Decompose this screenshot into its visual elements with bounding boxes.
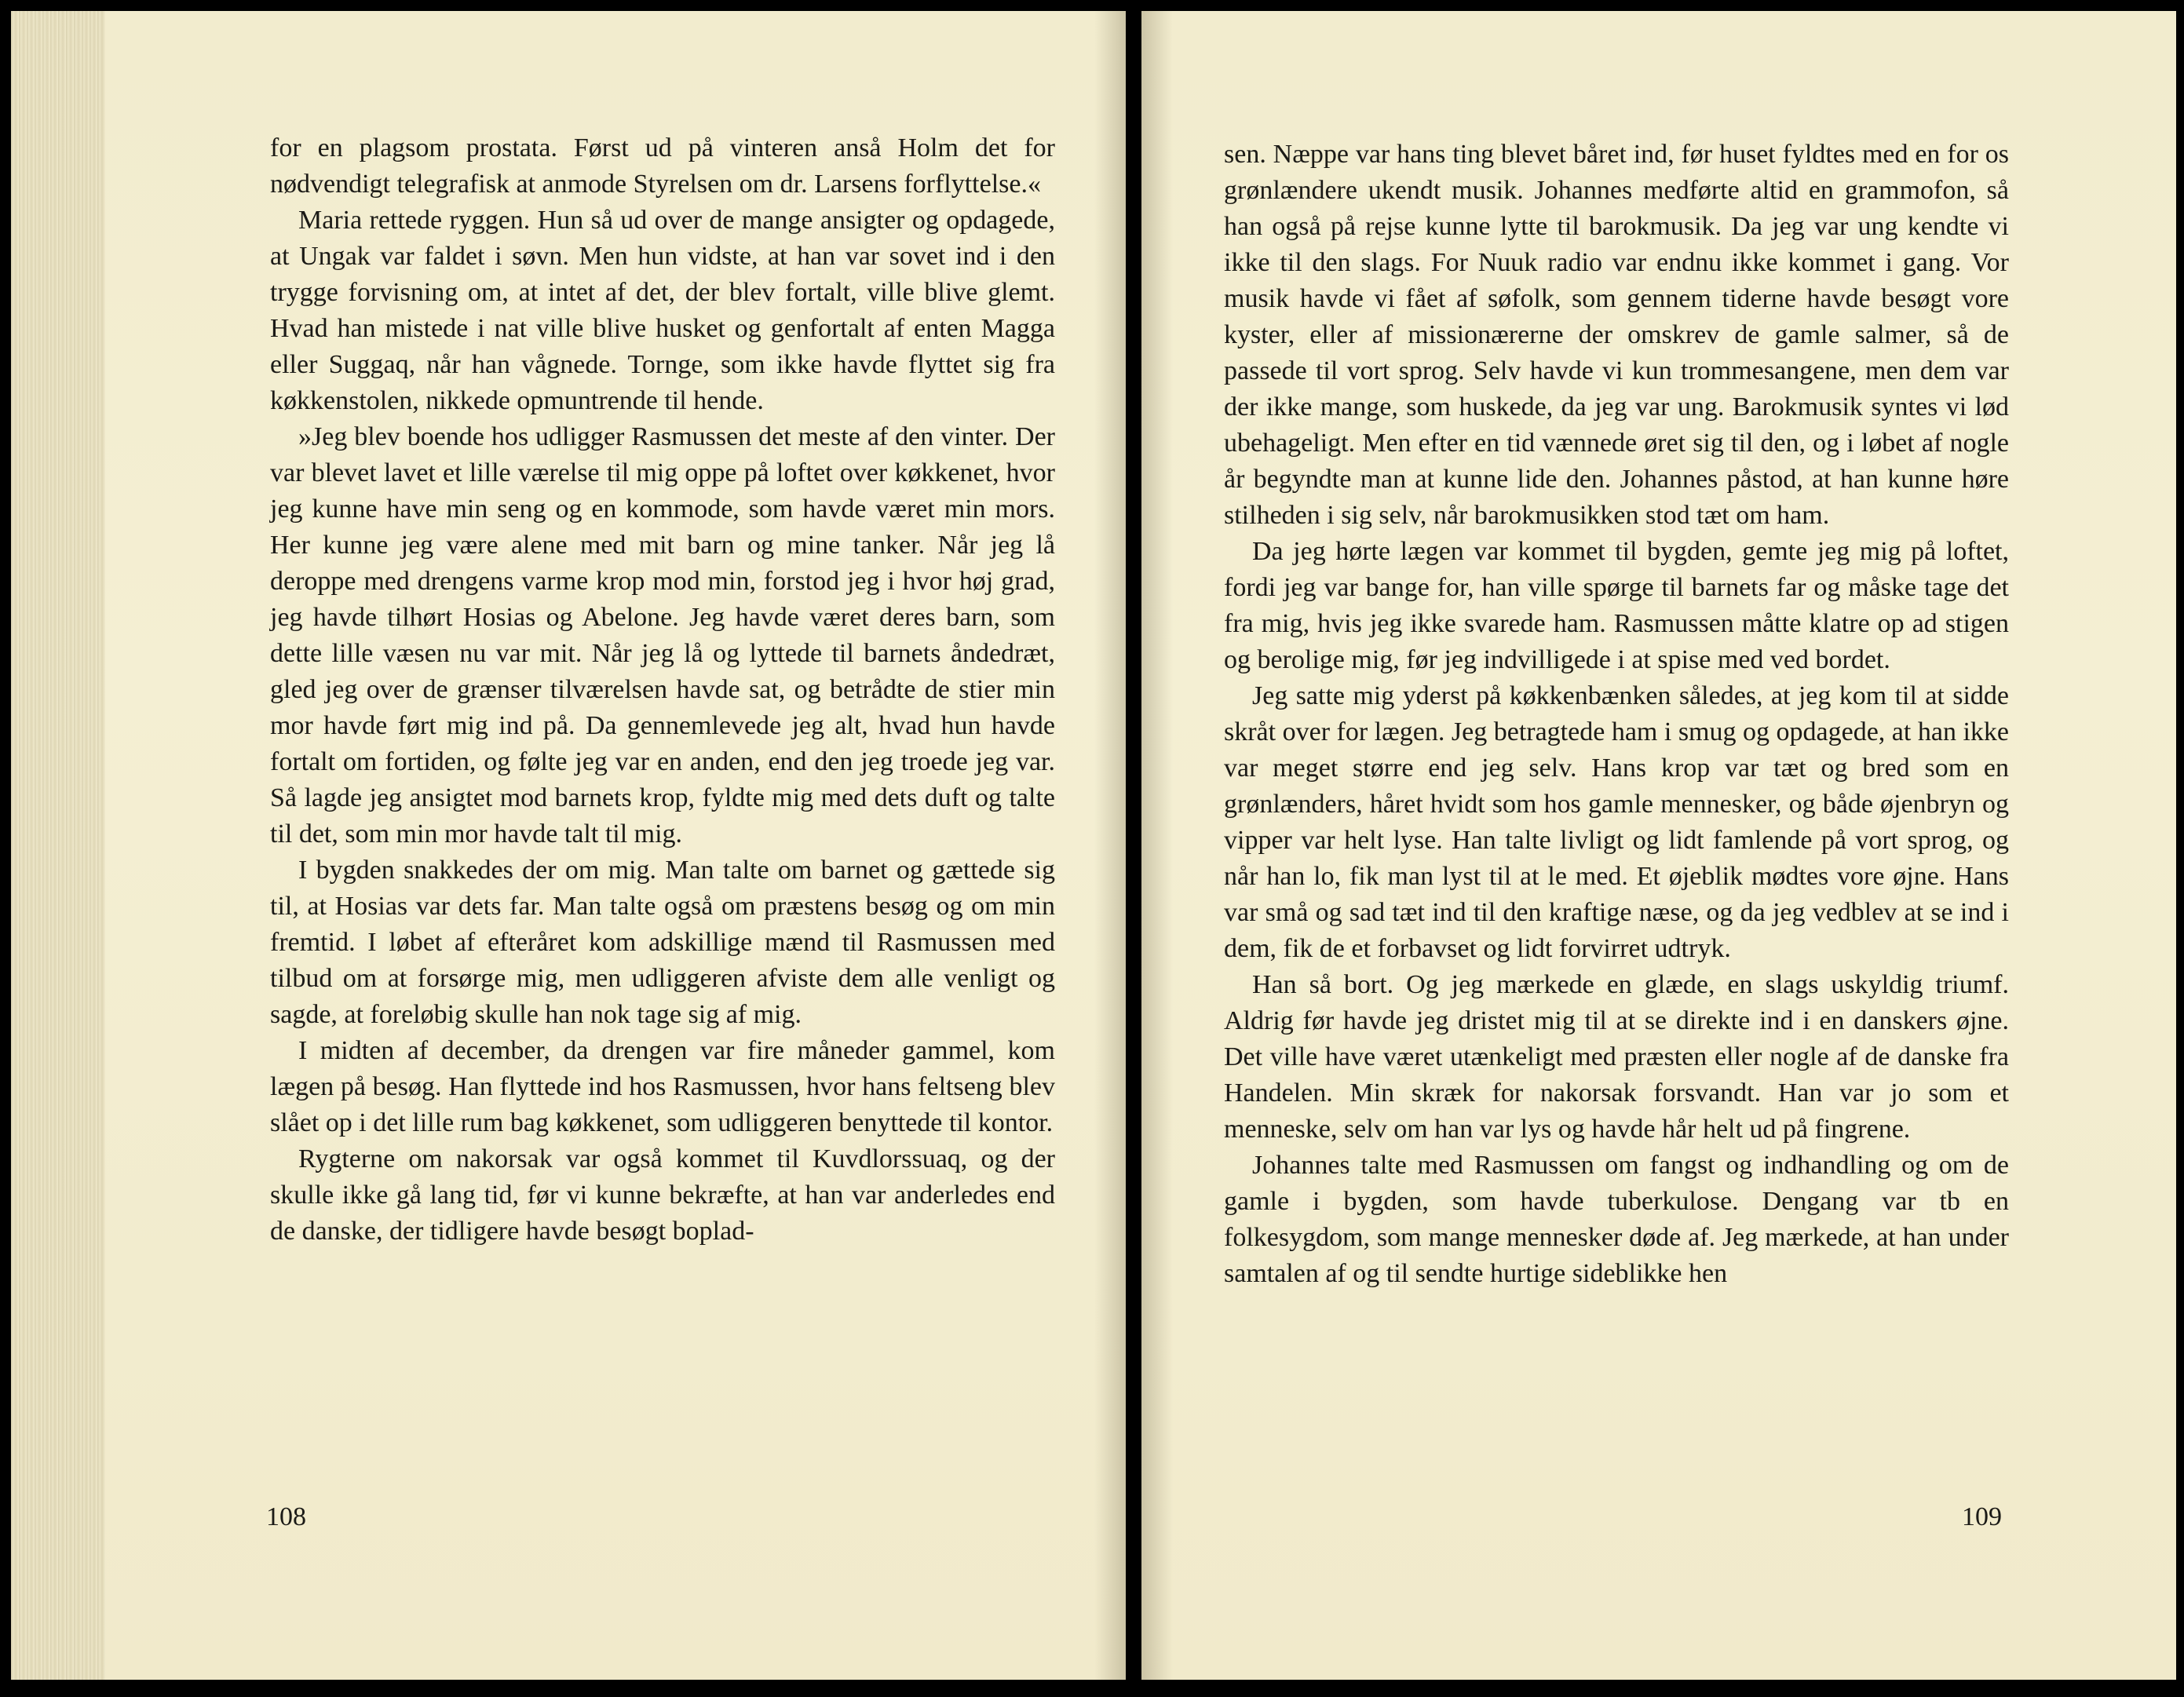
left-page [11, 11, 1126, 1680]
gutter-shadow [1094, 11, 1126, 1680]
paragraph: Maria rettede ryggen. Hun så ud over de mange ansigter og opdagede, at Ungak var faldet i søvn. Men hun vidste, at han var sovet ind i den trygge forvisning om, at intet af det, der blev fortalt, ville blive glemt. Hvad han mistede i nat ville blive husket og genfortalt af enten Magga eller Suggaq, når han vågnede. Tornge, som ikke havde flyttet sig fra køkkenstolen, nikkede opmuntrende til hende. [270, 206, 1055, 415]
page-number: 108 [266, 1502, 306, 1531]
page-edge-texture [11, 11, 105, 1680]
left-page-text [270, 130, 1055, 1250]
paragraph: I midten af december, da drengen var fire måneder gammel, kom lægen på besøg. Han flyttede ind hos Rasmussen, hvor hans feltseng blev slået op i det lille rum bag køkkenet, som udliggeren benyttede til kontor. [270, 1036, 1055, 1137]
paragraph: sen. Næppe var hans ting blevet båret ind, før huset fyldtes med en for os grønlændere ukendt musik. Johannes medførte altid en grammofon, så han også på rejse kunne lytte til barokmusik. Da jeg var ung kendte vi ikke til den slags. For Nuuk radio var endnu ikke kommet i gang. Vor musik havde vi fået af søfolk, som gennem tiderne havde besøgt vore kyster, eller af missionærerne der omskrev de gamle salmer, så de passede til vort sprog. Selv havde vi kun trommesangene, men dem var der ikke mange, som huskede, da jeg var ung. Barokmusik syntes vi lød ubehageligt. Men efter en tid vænnede øret sig til den, og i løbet af nogle år begyndte man at kunne lide den. Johannes påstod, at han kunne høre stilheden i sig selv, når barokmusikken stod tæt om ham. [1224, 140, 2009, 530]
page-number: 109 [1962, 1502, 2002, 1531]
paragraph: Jeg satte mig yderst på køkkenbænken således, at jeg kom til at sidde skråt over for lægen. Jeg betragtede ham i smug og opdagede, at han ikke var meget større end jeg selv. Hans krop var tæt og bred som en grønlænders, håret hvidt som hos gamle mennesker, og både øjenbryn og vipper var helt lyse. Han talte livligt og lidt famlende på vort sprog, og når han lo, fik man lyst til at le med. Et øjeblik mødtes vore øjne. Hans var små og sad tæt ind til den kraftige næse, og da jeg vedblev at se ind i dem, fik de et forbavset og lidt forvirret udtryk. [1224, 681, 2009, 963]
paragraph: Johannes talte med Rasmussen om fangst og indhandling og om de gamle i bygden, som havde tuberkulose. Dengang var tb en folkesygdom, som mange mennesker døde af. Jeg mærkede, at han under samtalen af og til sendte hurtige sideblikke hen [1224, 1151, 2009, 1288]
right-page [1141, 11, 2176, 1680]
paragraph: Han så bort. Og jeg mærkede en glæde, en slags uskyldig triumf. Aldrig før havde jeg dristet mig til at se direkte ind i en danskers øjne. Det ville have været utænkeligt med præsten eller nogle af de danske fra Handelen. Min skræk for nakorsak forsvandt. Han var jo som et menneske, selv om han var lys og havde hår helt ud på fingrene. [1224, 970, 2009, 1144]
paragraph: I bygden snakkedes der om mig. Man talte om barnet og gættede sig til, at Hosias var dets far. Man talte også om præstens besøg og om min fremtid. I løbet af efteråret kom adskillige mænd til Rasmussen med tilbud om at forsørge mig, men udliggeren afviste dem alle venligt og sagde, at foreløbig skulle han nok tage sig af mig. [270, 856, 1055, 1029]
gutter-shadow [1141, 11, 1173, 1680]
paragraph: »Jeg blev boende hos udligger Rasmussen det meste af den vinter. Der var blevet lavet et lille værelse til mig oppe på loftet over køkkenet, hvor jeg kunne have min seng og en kommode, som havde været min mors. Her kunne jeg være alene med mit barn og mine tanker. Når jeg lå deroppe med drengens varme krop mod min, forstod jeg i hvor høj grad, jeg havde tilhørt Hosias og Abelone. Jeg havde været deres barn, som dette lille væsen nu var mit. Når jeg lå og lyttede til barnets åndedræt, gled jeg over de grænser tilværelsen havde sat, og betrådte de stier min mor havde ført mig ind på. Da gennemlevede jeg alt, hvad hun havde fortalt om fortiden, og følte jeg var en anden, end den jeg troede jeg var. Så lagde jeg ansigtet mod barnets krop, fyldte mig med dets duft og talte til det, som min mor havde talt til mig. [270, 422, 1055, 848]
paragraph: Rygterne om nakorsak var også kommet til Kuvdlorssuaq, og der skulle ikke gå lang tid, før vi kunne bekræfte, at han var anderledes end de danske, der tidligere havde besøgt boplad- [270, 1144, 1055, 1246]
right-page-text [1224, 137, 2009, 1292]
paragraph: Da jeg hørte lægen var kommet til bygden, gemte jeg mig på loftet, fordi jeg var bange for, han ville spørge til barnets far og måske tage det fra mig, hvis jeg ikke svarede ham. Rasmussen måtte klatre op ad stigen og berolige mig, før jeg indvilligede i at spise med ved bordet. [1224, 537, 2009, 674]
paragraph: for en plagsom prostata. Først ud på vinteren anså Holm det for nødvendigt telegrafisk at anmode Styrelsen om dr. Larsens forflyttelse.« [270, 133, 1055, 199]
